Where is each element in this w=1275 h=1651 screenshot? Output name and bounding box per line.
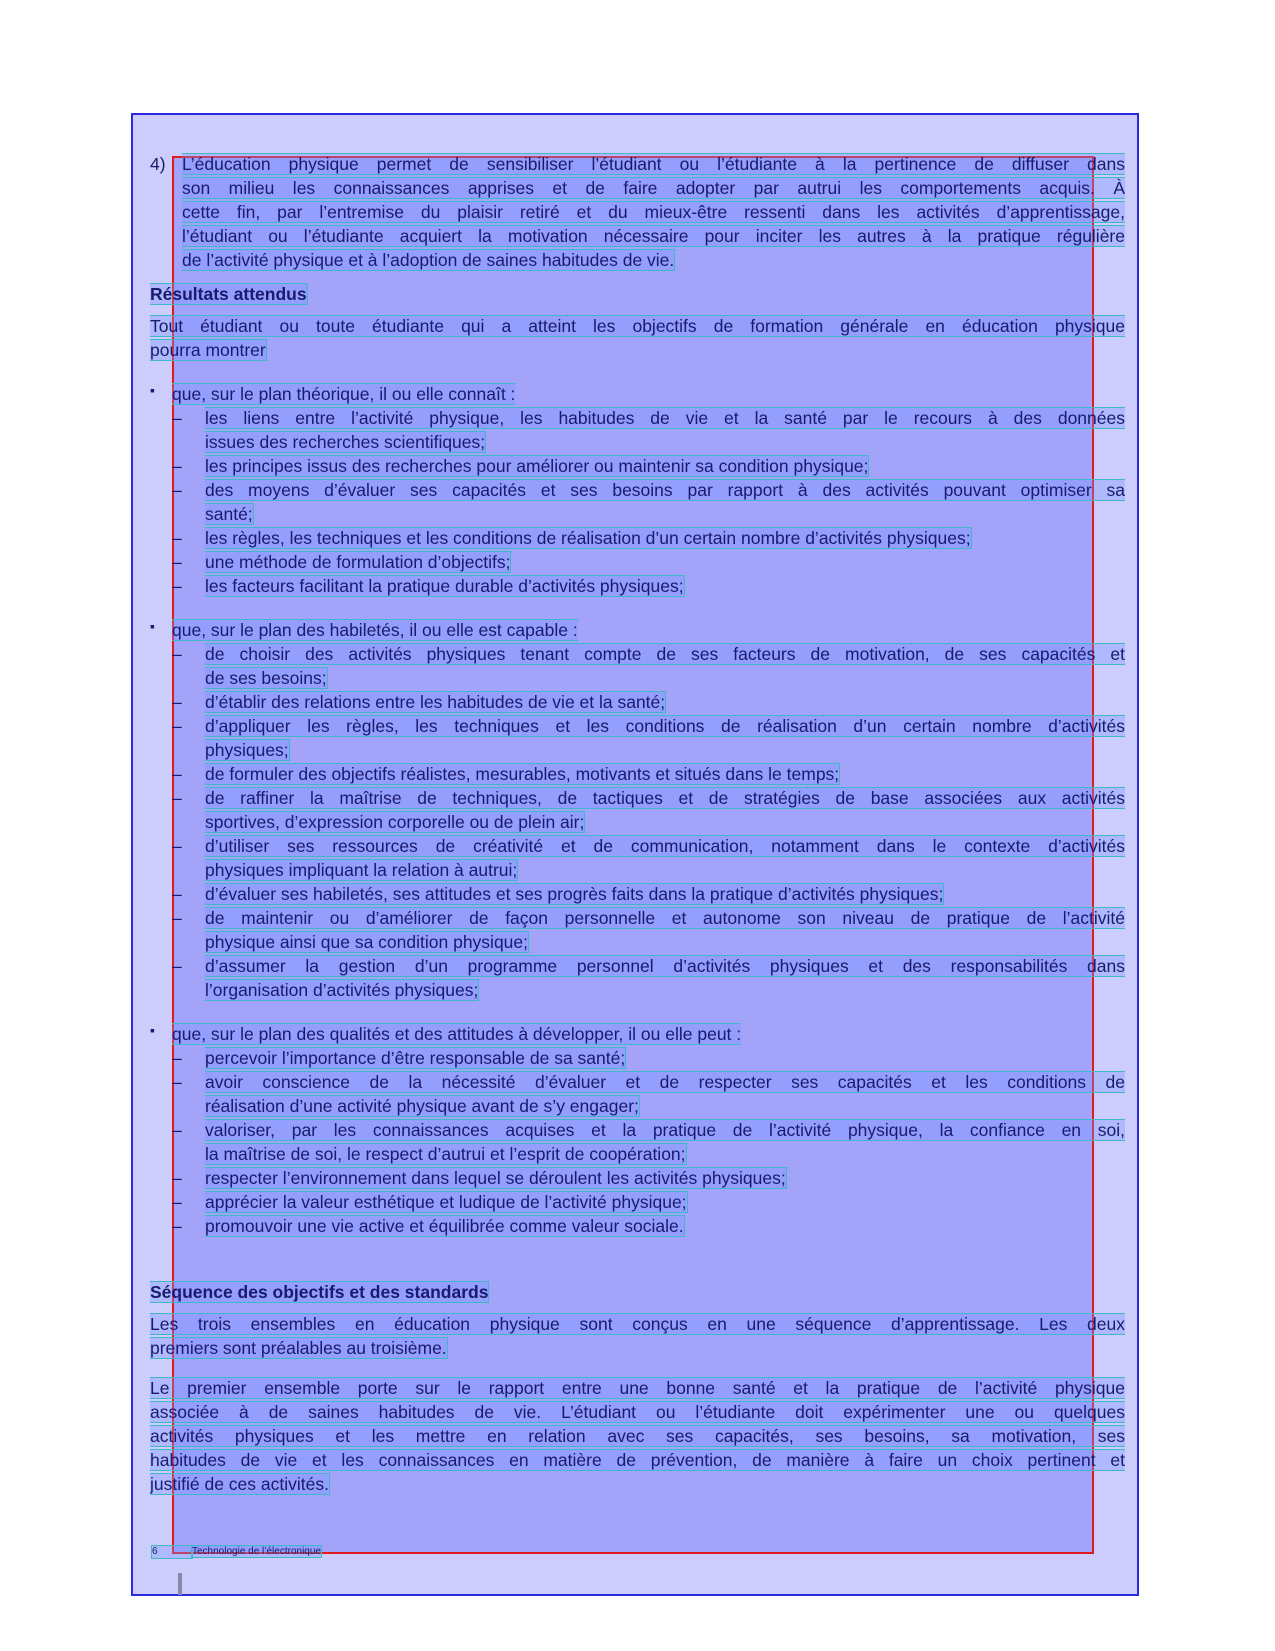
intro-line: l’étudiant ou l’étudiante acquiert la motivation nécessaire pour inciter les autres à la pratique régulière xyxy=(182,226,1125,246)
sequence-p1-line: premiers sont préalables au troisième. xyxy=(150,1338,447,1358)
list-item xyxy=(150,1118,1125,1166)
sequence-p2-line: associée à de saines habitudes de vie. L’étudiant ou l’étudiante doit expérimenter une ou quelques xyxy=(150,1402,1125,1422)
results-heading-text: Résultats attendus xyxy=(150,284,307,304)
list-item xyxy=(150,454,1125,478)
list-item xyxy=(150,642,1125,690)
list-item xyxy=(150,882,1125,906)
list-item-text: les liens entre l’activité physique, les habitudes de vie et la santé par le recours à des données xyxy=(205,408,1125,428)
list-item xyxy=(150,762,1125,786)
list-item-text: d’utiliser ses ressources de créativité et de communication, notamment dans le contexte d’activités xyxy=(205,836,1125,856)
dash-icon: – xyxy=(172,480,182,500)
intro-number: 4) xyxy=(150,154,166,174)
dash-icon: – xyxy=(172,716,182,736)
list-item-text: valoriser, par les connaissances acquises et la pratique de l’activité physique, la confiance en soi, xyxy=(205,1120,1125,1140)
bullet-item xyxy=(150,1022,1125,1046)
list-item-text: de ses besoins; xyxy=(205,668,327,688)
list-item xyxy=(150,526,1125,550)
list-item-text: issues des recherches scientifiques; xyxy=(205,432,486,452)
list-item-text: d’évaluer ses habiletés, ses attitudes et ses progrès faits dans la pratique d’activités physiques; xyxy=(205,884,944,904)
dash-icon: – xyxy=(172,836,182,856)
dash-icon: – xyxy=(172,1168,182,1188)
list-item-text: physique ainsi que sa condition physique; xyxy=(205,932,528,952)
dash-icon: – xyxy=(172,1120,182,1140)
bullet-item xyxy=(150,618,1125,642)
sequence-p2-line: Le premier ensemble porte sur le rapport entre une bonne santé et la pratique de l’activité physique xyxy=(150,1378,1125,1398)
list-item xyxy=(150,690,1125,714)
list-item-text: sportives, d’expression corporelle ou de plein air; xyxy=(205,812,585,832)
list-item xyxy=(150,1166,1125,1190)
dash-icon: – xyxy=(172,884,182,904)
dash-icon: – xyxy=(172,456,182,476)
bullet-text: que, sur le plan des qualités et des attitudes à développer, il ou elle peut : xyxy=(172,1024,742,1044)
list-item xyxy=(150,786,1125,834)
dash-icon: – xyxy=(172,1072,182,1092)
list-item-text: physiques impliquant la relation à autrui; xyxy=(205,860,518,880)
bullet-icon: ▪ xyxy=(150,382,155,398)
list-item-text: percevoir l’importance d’être responsable de sa santé; xyxy=(205,1048,626,1068)
list-item xyxy=(150,1046,1125,1070)
list-item xyxy=(150,406,1125,454)
list-item-text: santé; xyxy=(205,504,253,524)
document-text xyxy=(150,152,1125,1496)
intro-line: L’éducation physique permet de sensibiliser l’étudiant ou l’étudiante à la pertinence de diffuser dans xyxy=(182,154,1125,174)
intro-paragraph xyxy=(150,152,1125,272)
list-item xyxy=(150,1070,1125,1118)
list-item xyxy=(150,574,1125,598)
bullet-item xyxy=(150,382,1125,406)
text-cursor xyxy=(178,1573,182,1595)
list-item xyxy=(150,714,1125,762)
list-item xyxy=(150,1190,1125,1214)
intro-line: son milieu les connaissances apprises et de faire adopter par autrui les comportements acquis. À xyxy=(182,178,1125,198)
list-item-text: de maintenir ou d’améliorer de façon personnelle et autonome son niveau de pratique de l’activité xyxy=(205,908,1125,928)
sequence-p2-line: activités physiques et les mettre en relation avec ses capacités, ses besoins, sa motivation, ses xyxy=(150,1426,1125,1446)
dash-icon: – xyxy=(172,1048,182,1068)
list-item-text: apprécier la valeur esthétique et ludique de l’activité physique; xyxy=(205,1192,687,1212)
list-item-text: d’assumer la gestion d’un programme personnel d’activités physiques et des responsabilités dans xyxy=(205,956,1125,976)
list-item-text: respecter l’environnement dans lequel se déroulent les activités physiques; xyxy=(205,1168,786,1188)
page-footer xyxy=(152,1546,321,1558)
list-item-text: l’organisation d’activités physiques; xyxy=(205,980,479,1000)
dash-icon: – xyxy=(172,692,182,712)
list-item xyxy=(150,550,1125,574)
list-item-text: d’appliquer les règles, les techniques et les conditions de réalisation d’un certain nombre d’activités xyxy=(205,716,1125,736)
list-item xyxy=(150,834,1125,882)
sequence-heading-text: Séquence des objectifs et des standards xyxy=(150,1282,489,1302)
bullet-icon: ▪ xyxy=(150,618,155,634)
dash-icon: – xyxy=(172,956,182,976)
dash-icon: – xyxy=(172,1192,182,1212)
bullet-text: que, sur le plan des habiletés, il ou elle est capable : xyxy=(172,620,578,640)
list-item-text: les règles, les techniques et les conditions de réalisation d’un certain nombre d’activités physiques; xyxy=(205,528,971,548)
dash-icon: – xyxy=(172,908,182,928)
list-item-text: des moyens d’évaluer ses capacités et ses besoins par rapport à des activités pouvant optimiser sa xyxy=(205,480,1125,500)
intro-line: cette fin, par l’entremise du plaisir retiré et du mieux-être ressenti dans les activités d’apprentissage, xyxy=(182,202,1125,222)
list-item-text: de choisir des activités physiques tenant compte de ses facteurs de motivation, de ses capacités et xyxy=(205,644,1125,664)
list-item-text: de formuler des objectifs réalistes, mesurables, motivants et situés dans le temps; xyxy=(205,764,840,784)
footer-program: Technologie de l’électronique xyxy=(192,1546,321,1557)
dash-icon: – xyxy=(172,576,182,596)
sequence-heading xyxy=(150,1280,1125,1304)
intro-line: de l’activité physique et à l’adoption de saines habitudes de vie. xyxy=(182,250,675,270)
sequence-p2-line: habitudes de vie et les connaissances en matière de prévention, de manière à faire un choix pertinent et xyxy=(150,1450,1125,1470)
list-item xyxy=(150,1214,1125,1238)
list-item-text: réalisation d’une activité physique avant de s’y engager; xyxy=(205,1096,639,1116)
list-item-text: d’établir des relations entre les habitudes de vie et la santé; xyxy=(205,692,666,712)
list-item-text: promouvoir une vie active et équilibrée comme valeur sociale. xyxy=(205,1216,684,1236)
list-item-text: avoir conscience de la nécessité d’évaluer et de respecter ses capacités et les conditions de xyxy=(205,1072,1125,1092)
list-item-text: la maîtrise de soi, le respect d’autrui et l’esprit de coopération; xyxy=(205,1144,686,1164)
bullet-text: que, sur le plan théorique, il ou elle connaît : xyxy=(172,384,516,404)
results-heading xyxy=(150,282,1125,306)
bullet-icon: ▪ xyxy=(150,1022,155,1038)
list-item xyxy=(150,906,1125,954)
list-item xyxy=(150,478,1125,526)
list-item-text: de raffiner la maîtrise de techniques, de tactiques et de stratégies de base associées aux activités xyxy=(205,788,1125,808)
sequence-p2-line: justifié de ces activités. xyxy=(150,1474,329,1494)
sequence-p1-line: Les trois ensembles en éducation physique sont conçus en une séquence d’apprentissage. Les deux xyxy=(150,1314,1125,1334)
dash-icon: – xyxy=(172,788,182,808)
list-item-text: une méthode de formulation d’objectifs; xyxy=(205,552,511,572)
list-item-text: les facteurs facilitant la pratique durable d’activités physiques; xyxy=(205,576,684,596)
dash-icon: – xyxy=(172,528,182,548)
list-item-text: les principes issus des recherches pour améliorer ou maintenir sa condition physique; xyxy=(205,456,869,476)
results-line: pourra montrer xyxy=(150,340,266,360)
dash-icon: – xyxy=(172,1216,182,1236)
page-number: 6 xyxy=(152,1546,192,1558)
expected-results-list xyxy=(150,382,1125,1238)
dash-icon: – xyxy=(172,552,182,572)
dash-icon: – xyxy=(172,644,182,664)
list-item-text: physiques; xyxy=(205,740,289,760)
results-line: Tout étudiant ou toute étudiante qui a atteint les objectifs de formation générale en éducation physique xyxy=(150,316,1125,336)
list-item xyxy=(150,954,1125,1002)
dash-icon: – xyxy=(172,764,182,784)
dash-icon: – xyxy=(172,408,182,428)
